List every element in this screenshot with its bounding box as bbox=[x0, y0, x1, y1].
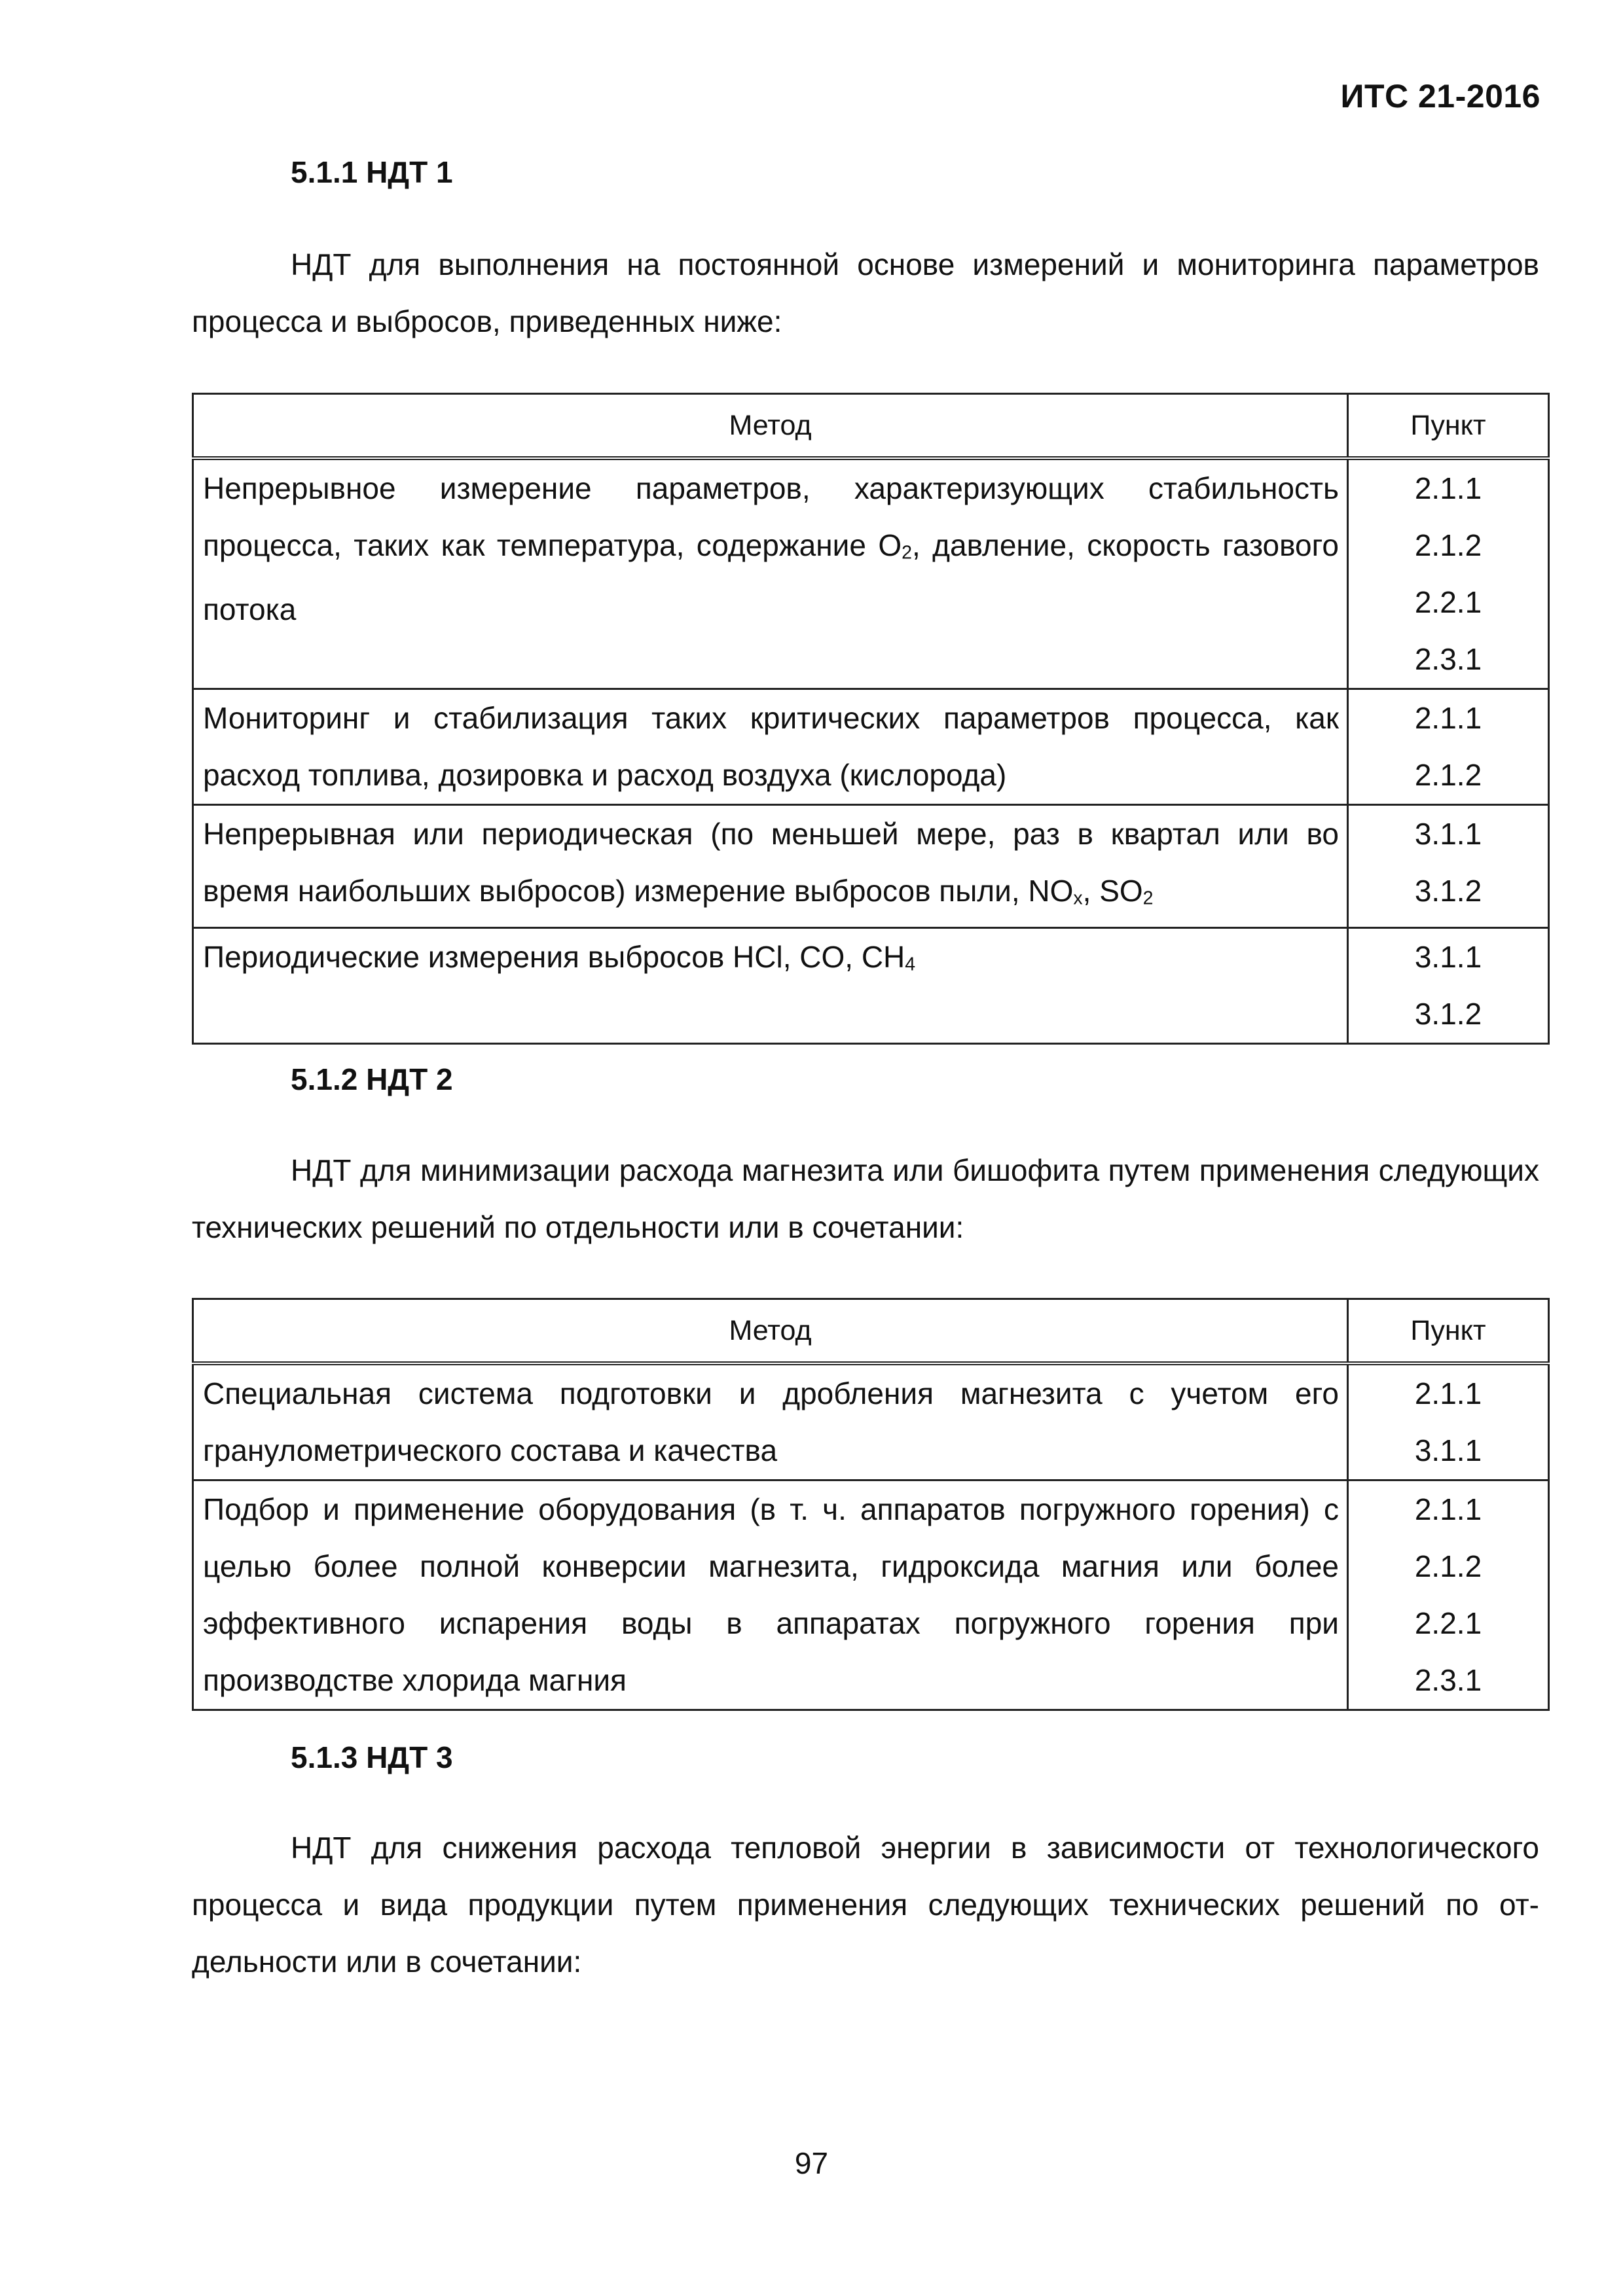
method-cell: Подбор и применение оборудования (в т. ч. аппаратов погружного горения) с целью более полной конверсии магнезита, гидроксида магния или более эффективного испарения воды в аппаратах погружного горения при производстве хлорида магния bbox=[193, 1480, 1348, 1710]
section-heading-ndt2: 5.1.2 НДТ 2 bbox=[291, 1062, 453, 1096]
item-cell bbox=[1348, 1480, 1549, 1710]
item-cell bbox=[1348, 805, 1549, 928]
item-cell bbox=[1348, 1363, 1549, 1480]
document-code: ИТС 21-2016 bbox=[1340, 78, 1541, 115]
column-header-item: Пункт bbox=[1348, 1299, 1549, 1364]
item-reference: 3.1.2 bbox=[1414, 997, 1482, 1031]
table-header-row bbox=[193, 1299, 1549, 1364]
item-cell bbox=[1348, 689, 1549, 805]
table-row bbox=[193, 458, 1549, 689]
table-row bbox=[193, 1363, 1549, 1480]
method-cell: Непрерывная или периодическая (по меньшей мере, раз в квартал или во время наибольших выбросов) измерение выбросов пыли, $NO_x$, $SO_2$ bbox=[193, 805, 1348, 928]
item-reference: 2.1.2 bbox=[1414, 758, 1482, 792]
table-row bbox=[193, 689, 1549, 805]
item-reference: 3.1.2 bbox=[1414, 874, 1482, 908]
item-reference: 2.2.1 bbox=[1414, 1606, 1482, 1640]
item-reference: 2.1.1 bbox=[1414, 471, 1482, 505]
table-header-row bbox=[193, 394, 1549, 459]
section-intro-ndt2: НДТ для минимизации расхода магнезита или бишофита путем применения следующих технических решений по отдельности или в сочетании: bbox=[192, 1153, 1539, 1244]
method-cell: Периодические измерения выбросов HCl, CO, $CH_4$ bbox=[193, 928, 1348, 1044]
method-cell: Непрерывное измерение параметров, характеризующих стабильность процесса, таких как температура, содержание $O_2$, давление, скорость газового потока bbox=[193, 458, 1348, 689]
table-row bbox=[193, 928, 1549, 1044]
item-reference: 2.1.1 bbox=[1414, 1492, 1482, 1526]
method-cell: Специальная система подготовки и дробления магнезита с учетом его гранулометрического состава и качества bbox=[193, 1363, 1348, 1480]
item-reference: 3.1.1 bbox=[1414, 817, 1482, 851]
item-reference: 2.3.1 bbox=[1414, 1663, 1482, 1697]
column-header-item: Пункт bbox=[1348, 394, 1549, 459]
item-reference: 3.1.1 bbox=[1414, 940, 1482, 975]
item-reference: 2.1.1 bbox=[1414, 701, 1482, 735]
section-heading-ndt3: 5.1.3 НДТ 3 bbox=[291, 1740, 453, 1774]
method-table-ndt1 bbox=[192, 393, 1550, 1045]
item-cell bbox=[1348, 458, 1549, 689]
column-header-method: Метод bbox=[193, 1299, 1348, 1364]
table-row bbox=[193, 805, 1549, 928]
section-intro-ndt3: НДТ для снижения расхода тепловой энергии в зависимости от технологического процесса и вида продукции путем применения следующих технических решений по отдельности или в сочетании: bbox=[192, 1831, 1539, 1979]
page-number: 97 bbox=[794, 2146, 829, 2180]
method-table-ndt2 bbox=[192, 1298, 1550, 1711]
item-reference: 3.1.1 bbox=[1414, 1433, 1482, 1467]
item-reference: 2.1.2 bbox=[1414, 528, 1482, 562]
column-header-method: Метод bbox=[193, 394, 1348, 459]
item-reference: 2.1.1 bbox=[1414, 1376, 1482, 1410]
section-heading-ndt1: 5.1.1 НДТ 1 bbox=[291, 155, 453, 189]
item-reference: 2.2.1 bbox=[1414, 585, 1482, 619]
section-intro-ndt1: НДТ для выполнения на постоянной основе измерений и мониторинга параметров процесса и выбросов, приведенных ниже: bbox=[192, 247, 1539, 338]
method-cell: Мониторинг и стабилизация таких критических параметров процесса, как расход топлива, дозировка и расход воздуха (кислорода) bbox=[193, 689, 1348, 805]
item-reference: 2.3.1 bbox=[1414, 642, 1482, 676]
item-reference: 2.1.2 bbox=[1414, 1549, 1482, 1583]
item-cell bbox=[1348, 928, 1549, 1044]
table-row bbox=[193, 1480, 1549, 1710]
